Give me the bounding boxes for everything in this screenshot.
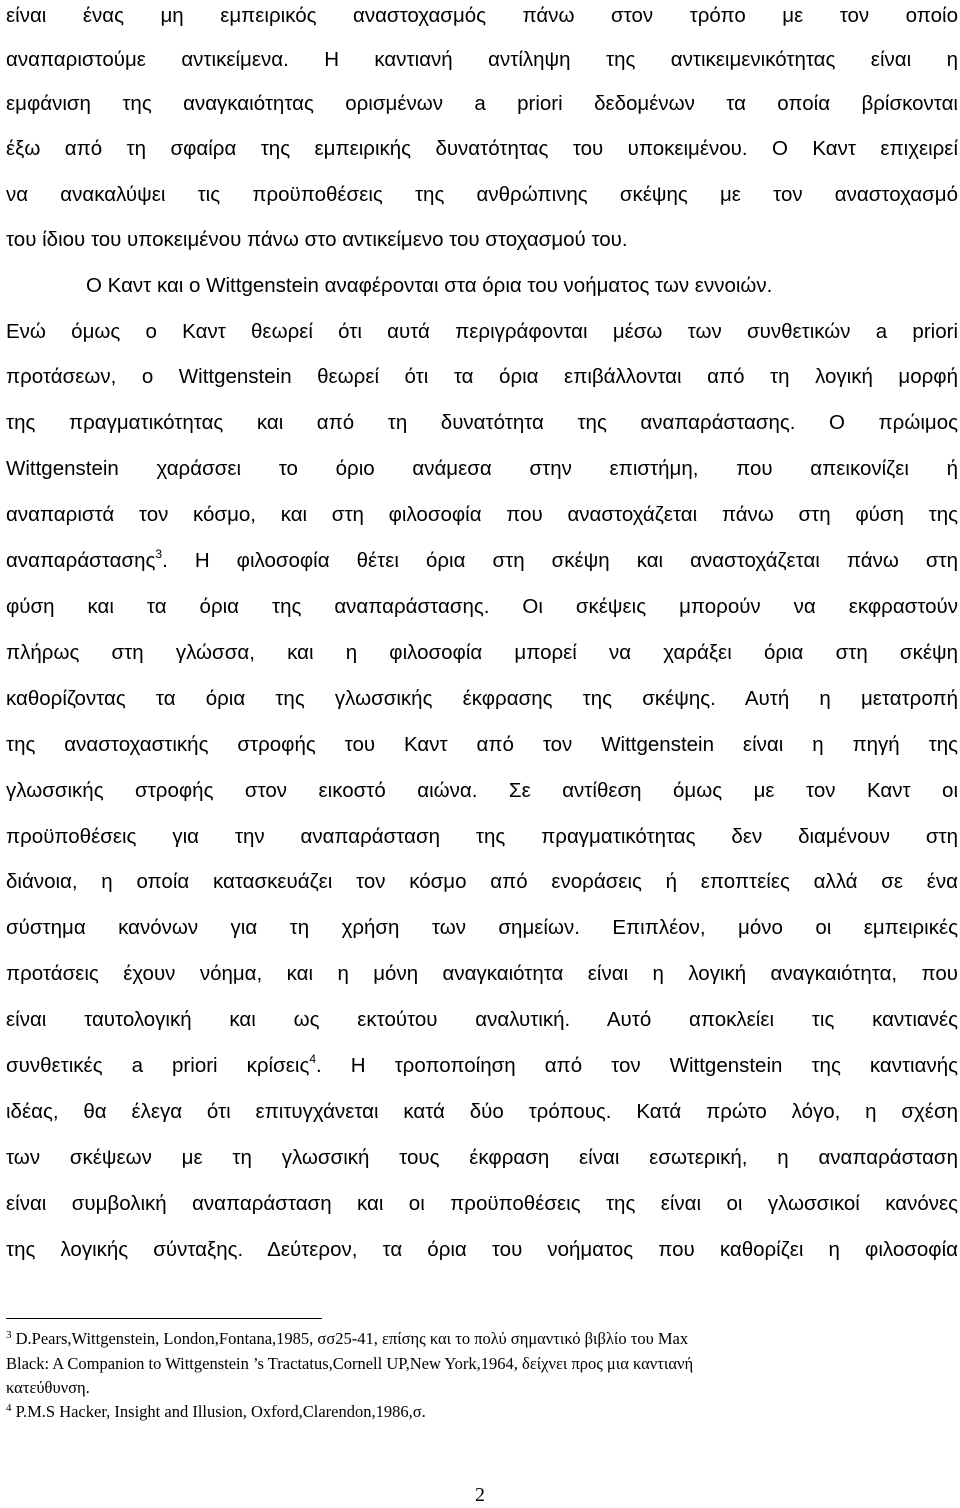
footnote-number: 3	[6, 1328, 12, 1341]
text-line: έξω από τη σφαίρα της εμπειρικής δυνατότητας του υποκειμένου. Ο Καντ επιχειρεί	[6, 137, 958, 160]
footnote-ref[interactable]: 4	[309, 1052, 317, 1067]
text-line: καθορίζοντας τα όρια της γλωσσικής έκφρασης της σκέψης. Αυτή η μετατροπή	[6, 687, 958, 710]
text-line: προτάσεις έχουν νόημα, και η μόνη αναγκαιότητα είναι η λογική αναγκαιότητα, που	[6, 962, 958, 985]
footnote-text: D.Pears,Wittgenstein, London,Fontana,1985, σσ25-41, επίσης και το πολύ σημαντικό βιβλίο του Max	[15, 1329, 689, 1348]
footnote-separator	[6, 1318, 322, 1319]
text-line: της πραγματικότητας και από τη δυνατότητα της αναπαράστασης. Ο πρώιμος	[6, 411, 958, 434]
text-line: της αναστοχαστικής στροφής του Καντ από τον Wittgenstein είναι η πηγή της	[6, 733, 958, 756]
footnote-line: Black: A Companion to Wittgenstein ’s Tractatus,Cornell UP,New York,1964, δείχνει προς μια καντιανή	[6, 1354, 694, 1373]
footnote-line: κατεύθυνση.	[6, 1378, 90, 1397]
text-line: ιδέας, θα έλεγα ότι επιτυγχάνεται κατά δύο τρόπους. Κατά πρώτο λόγο, η σχέση	[6, 1100, 958, 1123]
text-line: Wittgenstein χαράσσει το όριο ανάμεσα στην επιστήμη, που απεικονίζει ή	[6, 457, 958, 480]
text-line: των σκέψεων με τη γλωσσική τους έκφραση είναι εσωτερική, η αναπαράσταση	[6, 1146, 958, 1169]
text-line: εμφάνιση της αναγκαιότητας ορισμένων a priori δεδομένων τα οποία βρίσκονται	[6, 92, 958, 115]
text-line: Ο Καντ και ο Wittgenstein αναφέρονται στα όρια του νοήματος των εννοιών.	[86, 274, 773, 297]
text-line: σύστημα κανόνων για τη χρήση των σημείων. Επιπλέον, μόνο οι εμπειρικές	[6, 916, 958, 939]
text-line: φύση και τα όρια της αναπαράστασης. Οι σκέψεις μπορούν να εκφραστούν	[6, 595, 958, 618]
text-line: Ενώ όμως ο Καντ θεωρεί ότι αυτά περιγράφονται μέσω των συνθετικών a priori	[6, 320, 958, 343]
page-number: 2	[475, 1484, 485, 1506]
footnote-line	[6, 1402, 956, 1422]
text-line: του ίδιου του υποκειμένου πάνω στο αντικείμενο του στοχασμού του.	[6, 228, 628, 251]
text-run: συνθετικές a priori κρίσεις	[6, 1054, 310, 1077]
text-line: προτάσεων, ο Wittgenstein θεωρεί ότι τα όρια επιβάλλονται από τη λογική μορφή	[6, 365, 958, 388]
text-line	[6, 548, 958, 574]
footnote-line	[6, 1329, 956, 1349]
text-run: . Η τροποποίηση από τον Wittgenstein της καντιανής	[316, 1054, 958, 1077]
footnote-ref[interactable]: 3	[155, 547, 163, 562]
text-line: είναι συμβολική αναπαράσταση και οι προϋποθέσεις της είναι οι γλωσσικοί κανόνες	[6, 1192, 958, 1215]
text-line: αναπαριστούμε αντικείμενα. Η καντιανή αντίληψη της αντικειμενικότητας είναι η	[6, 48, 958, 71]
text-run: αναπαράστασης	[6, 549, 156, 572]
footnote-number: 4	[6, 1401, 12, 1414]
text-line: γλωσσικής στροφής στον εικοστό αιώνα. Σε αντίθεση όμως με τον Καντ οι	[6, 779, 958, 802]
text-line: είναι ταυτολογική και ως εκτούτου αναλυτική. Αυτό αποκλείει τις καντιανές	[6, 1008, 958, 1031]
footnote-text: P.M.S Hacker, Insight and Illusion, Oxford,Clarendon,1986,σ.	[15, 1402, 426, 1421]
text-line: προϋποθέσεις για την αναπαράσταση της πραγματικότητας δεν διαμένουν στη	[6, 825, 958, 848]
text-line: να ανακαλύψει τις προϋποθέσεις της ανθρώπινης σκέψης με τον αναστοχασμό	[6, 183, 958, 206]
text-line: αναπαριστά τον κόσμο, και στη φιλοσοφία που αναστοχάζεται πάνω στη φύση της	[6, 503, 958, 526]
text-line: της λογικής σύνταξης. Δεύτερον, τα όρια του νοήματος που καθορίζει η φιλοσοφία	[6, 1238, 958, 1261]
text-line: πλήρως στη γλώσσα, και η φιλοσοφία μπορεί να χαράξει όρια στη σκέψη	[6, 641, 958, 664]
text-line	[6, 1053, 958, 1079]
text-line: διάνοια, η οποία κατασκευάζει τον κόσμο από ενοράσεις ή εποπτείες αλλά σε ένα	[6, 870, 958, 893]
text-run: . Η φιλοσοφία θέτει όρια στη σκέψη και αναστοχάζεται πάνω στη	[162, 549, 958, 572]
text-line: είναι ένας μη εμπειρικός αναστοχασμός πάνω στον τρόπο με τον οποίο	[6, 4, 958, 27]
